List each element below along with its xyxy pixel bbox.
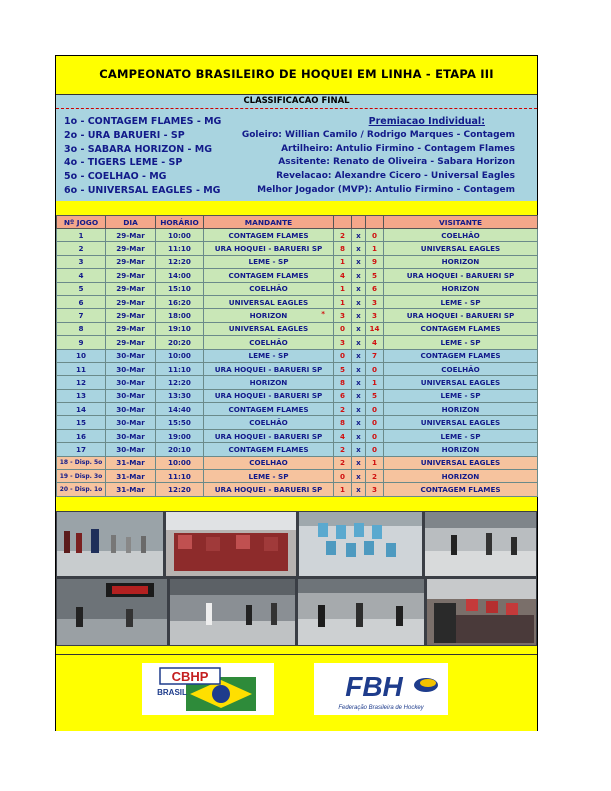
cell-score-away: 1 xyxy=(366,456,384,469)
photo-1 xyxy=(57,512,163,576)
cell-mandante: COELHÃO xyxy=(204,416,334,429)
cell-visitante: COELHÃO xyxy=(384,229,538,242)
photo-6 xyxy=(170,579,295,645)
cell-jogo: 1 xyxy=(57,229,106,242)
cell-score-away: 1 xyxy=(366,242,384,255)
cell-horario: 20:20 xyxy=(156,336,204,349)
cell-dia: 30-Mar xyxy=(106,403,156,416)
fbh-logo xyxy=(314,663,448,715)
cell-score-away: 14 xyxy=(366,322,384,335)
cell-x: x xyxy=(352,309,366,322)
award-line: Melhor Jogador (MVP): Antulio Firmino - Contagem xyxy=(257,184,515,195)
cell-jogo: 17 xyxy=(57,443,106,456)
cell-jogo: 16 xyxy=(57,429,106,442)
cell-horario: 18:00 xyxy=(156,309,204,322)
cell-dia: 30-Mar xyxy=(106,349,156,362)
cell-mandante: HORIZON * xyxy=(204,309,334,322)
cell-x: x xyxy=(352,242,366,255)
spacer-band xyxy=(56,201,537,215)
cell-visitante: LEME - SP xyxy=(384,389,538,402)
cell-horario: 16:20 xyxy=(156,295,204,308)
cell-x: x xyxy=(352,336,366,349)
col-header-score-home xyxy=(334,216,352,229)
cell-x: x xyxy=(352,443,366,456)
cell-score-away: 2 xyxy=(366,470,384,483)
cell-x: x xyxy=(352,470,366,483)
table-row xyxy=(57,376,538,389)
cell-visitante: CONTAGEM FLAMES xyxy=(384,483,538,496)
svg-text:Federação Brasileira de Hockey: Federação Brasileira de Hockey xyxy=(338,705,424,711)
cell-score-home: 8 xyxy=(334,376,352,389)
standing-item: 2o - URA BARUERI - SP xyxy=(64,129,185,141)
cell-score-home: 1 xyxy=(334,295,352,308)
cell-score-home: 2 xyxy=(334,403,352,416)
cell-horario: 20:10 xyxy=(156,443,204,456)
cell-dia: 29-Mar xyxy=(106,309,156,322)
photo-4 xyxy=(425,512,536,576)
table-row xyxy=(57,349,538,362)
cell-jogo: 13 xyxy=(57,389,106,402)
cell-mandante: URA HOQUEI - BARUERI SP xyxy=(204,483,334,496)
cell-score-home: 4 xyxy=(334,429,352,442)
cell-visitante: LEME - SP xyxy=(384,295,538,308)
standings-list xyxy=(64,115,221,198)
cell-score-home: 2 xyxy=(334,456,352,469)
cell-x: x xyxy=(352,229,366,242)
cell-mandante: URA HOQUEI - BARUERI SP xyxy=(204,429,334,442)
cbhp-logo-graphic xyxy=(142,663,274,715)
table-row xyxy=(57,470,538,483)
cell-x: x xyxy=(352,255,366,268)
cell-dia: 30-Mar xyxy=(106,389,156,402)
col-header-jogo: Nº JOGO xyxy=(57,216,106,229)
cell-jogo: 20 - Disp. 1o xyxy=(57,483,106,496)
standing-item: 6o - UNIVERSAL EAGLES - MG xyxy=(64,184,221,196)
table-row xyxy=(57,362,538,375)
cell-visitante: LEME - SP xyxy=(384,429,538,442)
cell-dia: 30-Mar xyxy=(106,416,156,429)
cell-horario: 12:20 xyxy=(156,376,204,389)
cell-horario: 15:50 xyxy=(156,416,204,429)
classification-subtitle: CLASSIFICACAO FINAL xyxy=(56,94,537,109)
cell-horario: 11:10 xyxy=(156,470,204,483)
col-header-visitante: VISITANTE xyxy=(384,216,538,229)
games-table-body xyxy=(57,229,538,497)
cell-x: x xyxy=(352,429,366,442)
cell-mandante: URA HOQUEI - BARUERI SP xyxy=(204,242,334,255)
standing-item: 3o - SABARA HORIZON - MG xyxy=(64,143,213,155)
cell-mandante: UNIVERSAL EAGLES xyxy=(204,322,334,335)
table-row xyxy=(57,416,538,429)
cell-score-home: 3 xyxy=(334,336,352,349)
cell-score-away: 1 xyxy=(366,376,384,389)
page-title: CAMPEONATO BRASILEIRO DE HOQUEI EM LINHA - ETAPA III xyxy=(99,67,494,81)
cell-mandante: URA HOQUEI - BARUERI SP xyxy=(204,389,334,402)
award-line: Revelacao: Alexandre Cicero - Universal Eagles xyxy=(276,171,515,182)
cell-visitante: URA HOQUEI - BARUERI SP xyxy=(384,269,538,282)
cell-mandante: LEME - SP xyxy=(204,255,334,268)
table-row xyxy=(57,336,538,349)
cell-dia: 29-Mar xyxy=(106,229,156,242)
photo-5 xyxy=(57,579,167,645)
cell-score-home: 0 xyxy=(334,349,352,362)
table-row xyxy=(57,282,538,295)
cell-mandante: COELHÃO xyxy=(204,282,334,295)
cell-jogo: 8 xyxy=(57,322,106,335)
cell-mandante: LEME - SP xyxy=(204,349,334,362)
individual-awards xyxy=(225,115,515,198)
cell-x: x xyxy=(352,389,366,402)
cell-mandante: CONTAGEM FLAMES xyxy=(204,229,334,242)
col-header-horario: HORÁRIO xyxy=(156,216,204,229)
cell-score-home: 0 xyxy=(334,322,352,335)
cell-visitante: LEME - SP xyxy=(384,336,538,349)
cell-visitante: HORIZON xyxy=(384,255,538,268)
table-row xyxy=(57,255,538,268)
col-header-x xyxy=(352,216,366,229)
cell-score-away: 0 xyxy=(366,429,384,442)
cell-x: x xyxy=(352,295,366,308)
table-row xyxy=(57,322,538,335)
table-row xyxy=(57,403,538,416)
table-row xyxy=(57,242,538,255)
cell-visitante: HORIZON xyxy=(384,403,538,416)
award-line: Artilheiro: Antulio Firmino - Contagem Flames xyxy=(281,143,515,154)
cell-jogo: 12 xyxy=(57,376,106,389)
table-row xyxy=(57,429,538,442)
cell-horario: 15:10 xyxy=(156,282,204,295)
cell-jogo: 11 xyxy=(57,362,106,375)
cell-horario: 19:00 xyxy=(156,429,204,442)
svg-text:FBH: FBH xyxy=(345,671,403,702)
photo-3 xyxy=(299,512,422,576)
table-row xyxy=(57,456,538,469)
cell-visitante: UNIVERSAL EAGLES xyxy=(384,416,538,429)
award-line: Assitente: Renato de Oliveira - Sabara Horizon xyxy=(278,157,515,168)
cell-horario: 13:30 xyxy=(156,389,204,402)
cell-jogo: 7 xyxy=(57,309,106,322)
cell-score-home: 4 xyxy=(334,269,352,282)
table-row xyxy=(57,443,538,456)
cell-jogo: 15 xyxy=(57,416,106,429)
photo-8 xyxy=(427,579,536,645)
cell-dia: 29-Mar xyxy=(106,336,156,349)
cell-visitante: HORIZON xyxy=(384,282,538,295)
cell-score-home: 8 xyxy=(334,416,352,429)
cell-jogo: 5 xyxy=(57,282,106,295)
cell-mandante: CONTAGEM FLAMES xyxy=(204,269,334,282)
award-line: Goleiro: Willian Camilo / Rodrigo Marques - Contagem xyxy=(241,129,515,140)
cell-score-home: 1 xyxy=(334,255,352,268)
cell-score-home: 2 xyxy=(334,229,352,242)
cell-visitante: HORIZON xyxy=(384,470,538,483)
col-header-mandante: MANDANTE xyxy=(204,216,334,229)
table-row xyxy=(57,483,538,496)
photo-7 xyxy=(298,579,424,645)
cell-score-away: 5 xyxy=(366,389,384,402)
cell-horario: 10:00 xyxy=(156,349,204,362)
cell-visitante: UNIVERSAL EAGLES xyxy=(384,376,538,389)
cell-score-away: 3 xyxy=(366,483,384,496)
cell-mandante: HORIZON xyxy=(204,376,334,389)
cell-score-away: 4 xyxy=(366,336,384,349)
asterisk-mark: * xyxy=(321,309,325,319)
cell-mandante: LEME - SP xyxy=(204,470,334,483)
classification-box xyxy=(56,108,537,202)
cell-score-away: 3 xyxy=(366,309,384,322)
cell-jogo: 10 xyxy=(57,349,106,362)
cell-horario: 12:20 xyxy=(156,483,204,496)
cell-visitante: CONTAGEM FLAMES xyxy=(384,349,538,362)
cell-dia: 31-Mar xyxy=(106,470,156,483)
cell-score-away: 6 xyxy=(366,282,384,295)
cell-score-home: 0 xyxy=(334,470,352,483)
cell-score-home: 1 xyxy=(334,483,352,496)
cell-horario: 10:00 xyxy=(156,229,204,242)
standing-item: 4o - TIGERS LEME - SP xyxy=(64,157,183,169)
cell-score-home: 5 xyxy=(334,362,352,375)
cell-score-home: 1 xyxy=(334,282,352,295)
awards-heading: Premiacao Individual: xyxy=(368,116,485,127)
fbh-logo-graphic xyxy=(314,663,448,715)
cell-dia: 30-Mar xyxy=(106,429,156,442)
cell-score-away: 0 xyxy=(366,416,384,429)
cell-x: x xyxy=(352,376,366,389)
cell-score-home: 3 xyxy=(334,309,352,322)
cell-score-home: 6 xyxy=(334,389,352,402)
cell-jogo: 14 xyxy=(57,403,106,416)
cell-x: x xyxy=(352,269,366,282)
svg-text:CBHP: CBHP xyxy=(171,669,209,684)
cell-score-away: 7 xyxy=(366,349,384,362)
cell-visitante: HORIZON xyxy=(384,443,538,456)
cell-x: x xyxy=(352,483,366,496)
photo-2 xyxy=(166,512,296,576)
cbhp-logo xyxy=(142,663,274,715)
table-row xyxy=(57,269,538,282)
cell-mandante: COELHAO xyxy=(204,456,334,469)
games-table xyxy=(56,215,538,497)
cell-score-home: 2 xyxy=(334,443,352,456)
cell-dia: 29-Mar xyxy=(106,255,156,268)
cell-dia: 29-Mar xyxy=(106,295,156,308)
cell-mandante: UNIVERSAL EAGLES xyxy=(204,295,334,308)
cell-mandante: URA HOQUEI - BARUERI SP xyxy=(204,362,334,375)
col-header-dia: DIA xyxy=(106,216,156,229)
cell-score-away: 0 xyxy=(366,362,384,375)
cell-x: x xyxy=(352,456,366,469)
cell-dia: 31-Mar xyxy=(106,483,156,496)
cell-score-away: 5 xyxy=(366,269,384,282)
cell-score-home: 8 xyxy=(334,242,352,255)
cell-horario: 14:40 xyxy=(156,403,204,416)
cell-horario: 14:00 xyxy=(156,269,204,282)
table-row xyxy=(57,309,538,322)
cell-visitante: CONTAGEM FLAMES xyxy=(384,322,538,335)
cell-dia: 30-Mar xyxy=(106,362,156,375)
cell-x: x xyxy=(352,416,366,429)
cell-dia: 30-Mar xyxy=(106,376,156,389)
svg-text:BRASIL: BRASIL xyxy=(157,688,187,697)
standing-item: 5o - COELHAO - MG xyxy=(64,171,167,183)
cell-x: x xyxy=(352,282,366,295)
cell-dia: 31-Mar xyxy=(106,456,156,469)
cell-horario: 11:10 xyxy=(156,362,204,375)
sponsor-logos xyxy=(56,654,537,731)
cell-dia: 29-Mar xyxy=(106,282,156,295)
cell-dia: 29-Mar xyxy=(106,242,156,255)
cell-mandante: CONTAGEM FLAMES xyxy=(204,403,334,416)
cell-dia: 30-Mar xyxy=(106,443,156,456)
cell-jogo: 2 xyxy=(57,242,106,255)
cell-horario: 12:20 xyxy=(156,255,204,268)
table-row xyxy=(57,229,538,242)
cell-horario: 19:10 xyxy=(156,322,204,335)
cell-mandante: COELHÃO xyxy=(204,336,334,349)
cell-horario: 11:10 xyxy=(156,242,204,255)
col-header-score-away xyxy=(366,216,384,229)
document-sheet xyxy=(55,55,538,731)
cell-jogo: 9 xyxy=(57,336,106,349)
cell-x: x xyxy=(352,322,366,335)
cell-score-away: 0 xyxy=(366,403,384,416)
cell-dia: 29-Mar xyxy=(106,322,156,335)
cell-jogo: 3 xyxy=(57,255,106,268)
table-row xyxy=(57,389,538,402)
standing-item: 1o - CONTAGEM FLAMES - MG xyxy=(64,116,222,127)
cell-x: x xyxy=(352,403,366,416)
cell-visitante: UNIVERSAL EAGLES xyxy=(384,242,538,255)
cell-score-away: 0 xyxy=(366,443,384,456)
cell-mandante: CONTAGEM FLAMES xyxy=(204,443,334,456)
cell-score-away: 9 xyxy=(366,255,384,268)
cell-horario: 10:00 xyxy=(156,456,204,469)
cell-jogo: 6 xyxy=(57,295,106,308)
photo-collage xyxy=(56,511,537,646)
cell-x: x xyxy=(352,362,366,375)
cell-jogo: 19 - Disp. 3o xyxy=(57,470,106,483)
table-row xyxy=(57,295,538,308)
cell-x: x xyxy=(352,349,366,362)
table-header-row xyxy=(57,216,538,229)
collage-svg xyxy=(56,511,537,646)
cell-score-away: 0 xyxy=(366,229,384,242)
cell-visitante: UNIVERSAL EAGLES xyxy=(384,456,538,469)
cell-visitante: URA HOQUEI - BARUERI SP xyxy=(384,309,538,322)
cell-visitante: COELHÃO xyxy=(384,362,538,375)
cell-jogo: 4 xyxy=(57,269,106,282)
cell-jogo: 18 - Disp. 5o xyxy=(57,456,106,469)
cell-dia: 29-Mar xyxy=(106,269,156,282)
cell-score-away: 3 xyxy=(366,295,384,308)
